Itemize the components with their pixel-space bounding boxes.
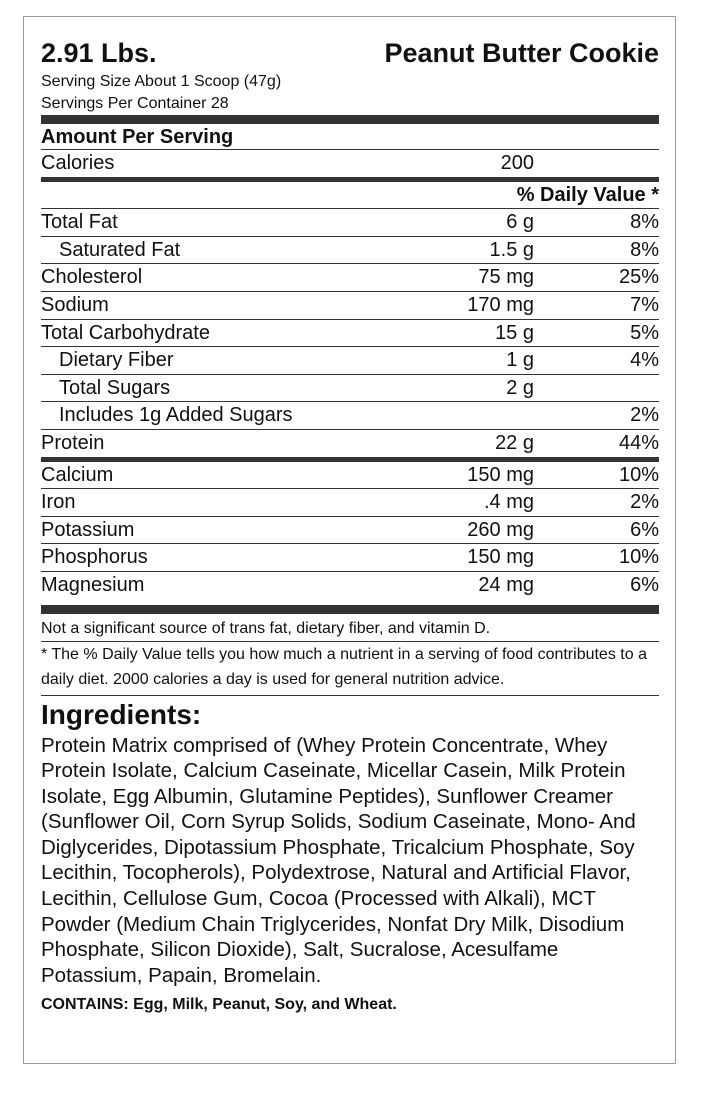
nutrition-label-frame xyxy=(23,16,676,1064)
nutrient-amount: 2 g xyxy=(506,376,534,399)
nutrient-row xyxy=(41,375,659,402)
nutrient-daily-value: 25% xyxy=(618,266,659,289)
mineral-name: Calcium xyxy=(41,463,114,486)
nutrient-daily-value: 44% xyxy=(618,431,659,454)
nutrient-row xyxy=(41,402,659,429)
nutrient-name: Dietary Fiber xyxy=(59,349,174,372)
mineral-daily-value: 2% xyxy=(630,491,659,514)
nutrient-row xyxy=(41,292,659,319)
nutrient-daily-value: 2% xyxy=(630,404,659,427)
nutrient-amount: 170 mg xyxy=(467,293,534,316)
nutrient-amount: 6 g xyxy=(506,211,534,234)
nutrient-row xyxy=(41,430,659,457)
product-flavor: Peanut Butter Cookie xyxy=(384,38,659,68)
nutrient-daily-value: 4% xyxy=(630,349,659,372)
allergen-statement: CONTAINS: Egg, Milk, Peanut, Soy, and Wheat. xyxy=(41,996,397,1014)
nutrient-daily-value: 7% xyxy=(630,293,659,316)
not-significant-note: Not a significant source of trans fat, dietary fiber, and vitamin D. xyxy=(41,619,491,637)
nutrient-daily-value: 8% xyxy=(630,238,659,261)
nutrient-amount: 15 g xyxy=(495,321,534,344)
daily-value-header-row xyxy=(41,182,659,209)
mineral-row xyxy=(41,517,659,544)
nutrient-name: Includes 1g Added Sugars xyxy=(59,404,293,427)
nutrient-name: Total Carbohydrate xyxy=(41,321,210,344)
nutrient-name: Sodium xyxy=(41,293,109,316)
divider-thick xyxy=(41,115,659,124)
mineral-daily-value: 6% xyxy=(630,518,659,541)
nutrient-name: Protein xyxy=(41,431,105,454)
ingredients-heading: Ingredients: xyxy=(41,698,202,730)
nutrient-amount: 1.5 g xyxy=(489,238,534,261)
nutrient-name: Saturated Fat xyxy=(59,238,181,261)
mineral-table xyxy=(41,462,659,599)
nutrient-daily-value: 8% xyxy=(630,211,659,234)
mineral-row xyxy=(41,462,659,489)
nutrient-name: Total Fat xyxy=(41,211,118,234)
nutrient-row xyxy=(41,237,659,264)
calories-value: 200 xyxy=(500,152,534,174)
daily-value-footnote: * The % Daily Value tells you how much a nutrient in a serving of food contributes to a daily diet. 2000 calories a day is used for general nutrition advice. xyxy=(41,645,647,688)
nutrient-amount: 22 g xyxy=(495,431,534,454)
amount-per-serving-label: Amount Per Serving xyxy=(41,126,234,148)
mineral-row xyxy=(41,572,659,599)
amount-per-serving xyxy=(41,124,659,149)
nutrient-row xyxy=(41,320,659,347)
mineral-name: Iron xyxy=(41,491,76,514)
divider-line xyxy=(41,695,659,696)
nutrient-amount: 75 mg xyxy=(478,266,534,289)
nutrient-row xyxy=(41,264,659,291)
footnotes xyxy=(41,616,659,692)
calories-label: Calories xyxy=(41,152,115,174)
mineral-name: Phosphorus xyxy=(41,546,148,569)
mineral-amount: .4 mg xyxy=(483,491,534,514)
mineral-daily-value: 10% xyxy=(618,463,659,486)
nutrient-row xyxy=(41,209,659,236)
mineral-daily-value: 6% xyxy=(630,573,659,596)
mineral-row xyxy=(41,489,659,516)
product-weight: 2.91 Lbs. xyxy=(41,38,157,68)
nutrient-name: Cholesterol xyxy=(41,266,143,289)
nutrient-row xyxy=(41,347,659,374)
nutrient-amount: 1 g xyxy=(506,349,534,372)
nutrient-name: Total Sugars xyxy=(59,376,171,399)
nutrition-facts-panel xyxy=(41,17,659,1014)
mineral-name: Potassium xyxy=(41,518,135,541)
mineral-amount: 150 mg xyxy=(467,463,534,486)
serving-size: Serving Size About 1 Scoop (47g) xyxy=(41,73,282,90)
divider-thick xyxy=(41,605,659,614)
mineral-amount: 150 mg xyxy=(467,546,534,569)
ingredients-list: Protein Matrix comprised of (Whey Protein Concentrate, Whey Protein Isolate, Calcium Caseinate, Micellar Casein, Milk Protein Isolate, Egg Albumin, Glutamine Peptides), Sunflower Creamer (Sunflower Oil, Corn Syrup Solids, Sodium Caseinate, Mono- And Diglycerides, Dipotassium Phosphate, Tricalcium Phosphate, Soy Lecithin, Tocopherols), Polydextrose, Natural and Artificial Flavor, Lecithin, Cellulose Gum, Cocoa (Processed with Alkali), MCT Powder (Medium Chain Triglycerides, Nonfat Dry Milk, Disodium Phosphate, Silicon Dioxide), Salt, Sucralose, Acesulfame Potassium, Papain, Bromelain. xyxy=(41,733,636,987)
mineral-amount: 24 mg xyxy=(478,573,534,596)
nutrient-daily-value: 5% xyxy=(630,321,659,344)
label-header xyxy=(41,17,659,111)
nutrient-table xyxy=(41,209,659,456)
mineral-daily-value: 10% xyxy=(618,546,659,569)
mineral-name: Magnesium xyxy=(41,573,145,596)
mineral-amount: 260 mg xyxy=(467,518,534,541)
calories-row xyxy=(41,150,659,177)
daily-value-header: % Daily Value * xyxy=(516,183,659,206)
servings-per-container: Servings Per Container 28 xyxy=(41,95,229,112)
mineral-row xyxy=(41,544,659,571)
